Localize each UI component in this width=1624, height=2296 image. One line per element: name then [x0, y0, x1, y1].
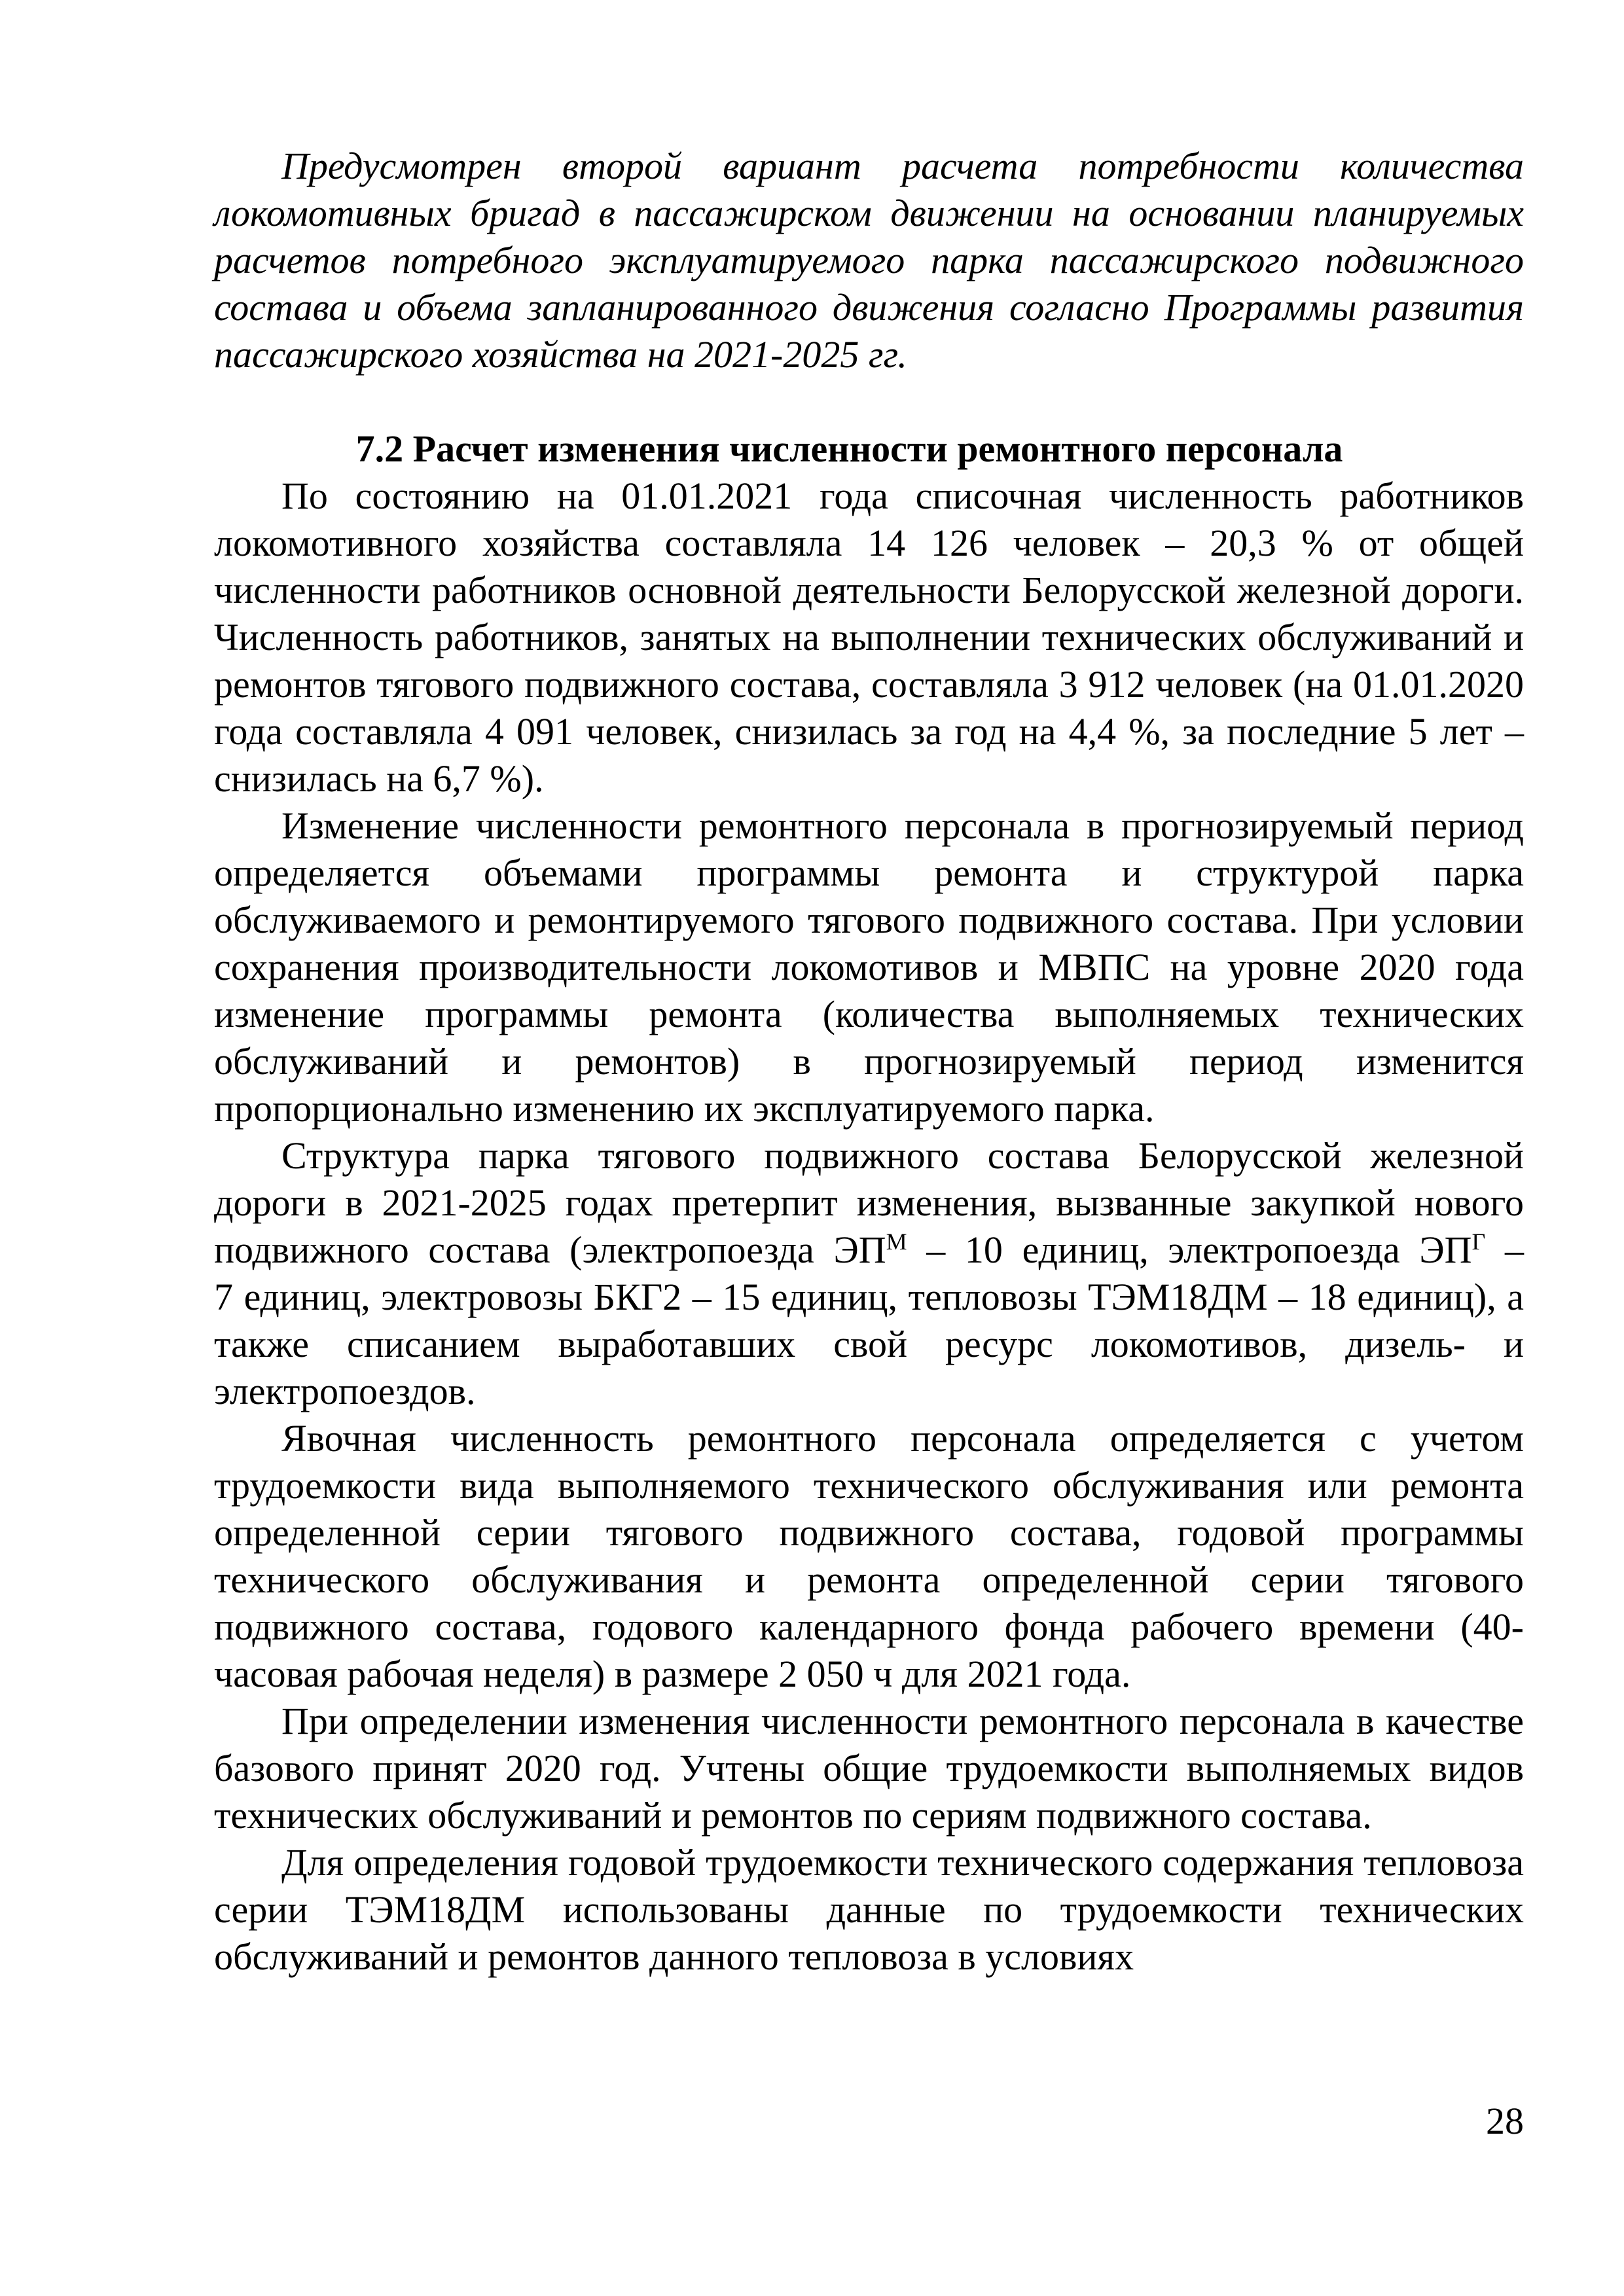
body-paragraph-headcount: По состоянию на 01.01.2021 года списочная численность работников локомотивного хозяйства составляла 14 126 человек – 20,3 % от общей численности работников основной деятельности Белорусской железной дороги. Численность работников, занятых на выполнении технических обслуживаний и ремонтов тягового подвижного состава, составляла 3 912 человек (на 01.01.2020 года составляла 4 091 человек, снизилась за год на 4,4 %, за последние 5 лет – снизилась на 6,7 %).: [214, 475, 1524, 800]
page-number: 28: [1486, 2100, 1524, 2142]
body-paragraph-fleet-structure: [214, 1132, 1524, 1415]
body-paragraph-attendance-headcount: Явочная численность ремонтного персонала определяется с учетом трудоемкости вида выполняемого технического обслуживания или ремонта определенной серии тягового подвижного состава, годовой программы технического обслуживания и ремонта определенной серии тягового подвижного состава, годового календарного фонда рабочего времени (40-часовая рабочая неделя) в размере 2 050 ч для 2021 года.: [214, 1417, 1524, 1695]
body-paragraph-change-forecast: Изменение численности ремонтного персонала в прогнозируемый период определяется объемами программы ремонта и структурой парка обслуживаемого и ремонтируемого тягового подвижного состава. При условии сохранения производительности локомотивов и МВПС на уровне 2020 года изменение программы ремонта (количества выполняемых технических обслуживаний и ремонтов) в прогнозируемый период изменится пропорционально изменению их эксплуатируемого парка.: [214, 804, 1524, 1130]
series-superscript-m: М: [886, 1229, 907, 1255]
body-paragraph-tem18dm-labor: Для определения годовой трудоемкости технического содержания тепловоза серии ТЭМ18ДМ использованы данные по трудоемкости технических обслуживаний и ремонтов данного тепловоза в условиях: [214, 1841, 1524, 1978]
fleet-text-segment: – 7 единиц, электровозы БКГ2 – 15 единиц, тепловозы ТЭМ18ДМ – 18 единиц), а также списанием выработавших свой ресурс локомотивов, дизель- и электропоездов.: [214, 1229, 1525, 1412]
body-paragraph-base-year: При определении изменения численности ремонтного персонала в качестве базового принят 2020 год. Учтены общие трудоемкости выполняемых видов технических обслуживаний и ремонтов по сериям подвижного состава.: [214, 1700, 1524, 1837]
fleet-text-segment: – 10 единиц, электропоезда ЭП: [907, 1229, 1472, 1271]
section-heading: 7.2 Расчет изменения численности ремонтного персонала: [355, 427, 1343, 470]
page-content: [214, 143, 1524, 1981]
intro-paragraph: Предусмотрен второй вариант расчета потребности количества локомотивных бригад в пассажирском движении на основании планируемых расчетов потребного эксплуатируемого парка пассажирского подвижного состава и объема запланированного движения согласно Программы развития пассажирского хозяйства на 2021-2025 гг.: [214, 145, 1524, 376]
fleet-text-segment: Структура парка тягового подвижного состава Белорусской железной дороги в 2021-2025 годах претерпит изменения, вызванные закупкой нового подвижного состава (электропоезда ЭП: [214, 1134, 1524, 1271]
series-superscript-g: Г: [1471, 1229, 1486, 1255]
